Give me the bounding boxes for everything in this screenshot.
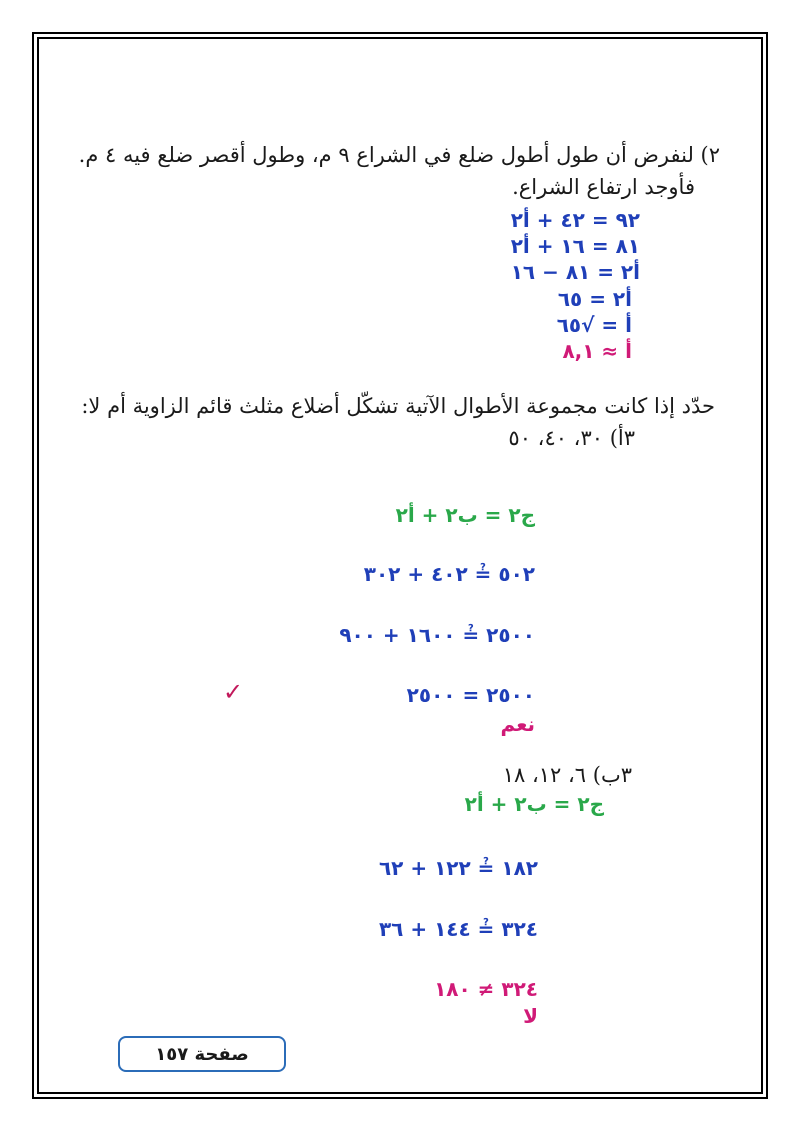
problem2-step-1: ٩٢ = ٤٢ + أ٢	[510, 208, 640, 232]
part-b-formula: ج٢ = ب٢ + أ٢	[464, 792, 604, 816]
problem2-step-2: ٨١ = ١٦ + أ٢	[510, 234, 640, 258]
part-a-answer: نعم	[500, 712, 535, 736]
part-b-step-3: ٣٢٤ ≠ ١٨٠	[434, 977, 538, 1001]
part-a-step-3: ٢٥٠٠ = ٢٥٠٠	[406, 683, 535, 707]
problem2-line1: ٢) لنفرض أن طول أطول ضلع في الشراع ٩ م، وطول أقصر ضلع فيه ٤ م.	[78, 143, 720, 167]
page-number-badge: صفحة ١٥٧	[118, 1036, 286, 1072]
problem2-result: أ ≈ ٨,١	[562, 339, 632, 363]
part-b-step-1: ١٨٢ ≟ ١٢٢ + ٦٢	[378, 856, 538, 880]
part-b-answer: لا	[523, 1004, 538, 1028]
part-a-formula: ج٢ = ب٢ + أ٢	[395, 503, 535, 527]
problem2-step-5: أ = √٦٥	[556, 313, 632, 337]
problem2-line2: فأوجد ارتفاع الشراع.	[512, 175, 695, 199]
part-b-label: ٣ب) ٦، ١٢، ١٨	[502, 763, 632, 787]
problem2-step-4: أ٢ = ٦٥	[557, 287, 632, 311]
problem2-step-3: أ٢ = ٨١ − ١٦	[510, 260, 640, 284]
part-b-step-2: ٣٢٤ ≟ ١٤٤ + ٣٦	[378, 917, 538, 941]
checkmark-icon: ✓	[223, 678, 244, 706]
part-a-step-1: ٥٠٢ ≟ ٤٠٢ + ٣٠٢	[363, 562, 535, 586]
instruction-text: حدّد إذا كانت مجموعة الأطوال الآتية تشكّل أضلاع مثلث قائم الزاوية أم لا:	[81, 394, 715, 418]
part-a-label: ٣أ) ٣٠، ٤٠، ٥٠	[508, 426, 635, 450]
part-a-step-2: ٢٥٠٠ ≟ ١٦٠٠ + ٩٠٠	[339, 623, 535, 647]
